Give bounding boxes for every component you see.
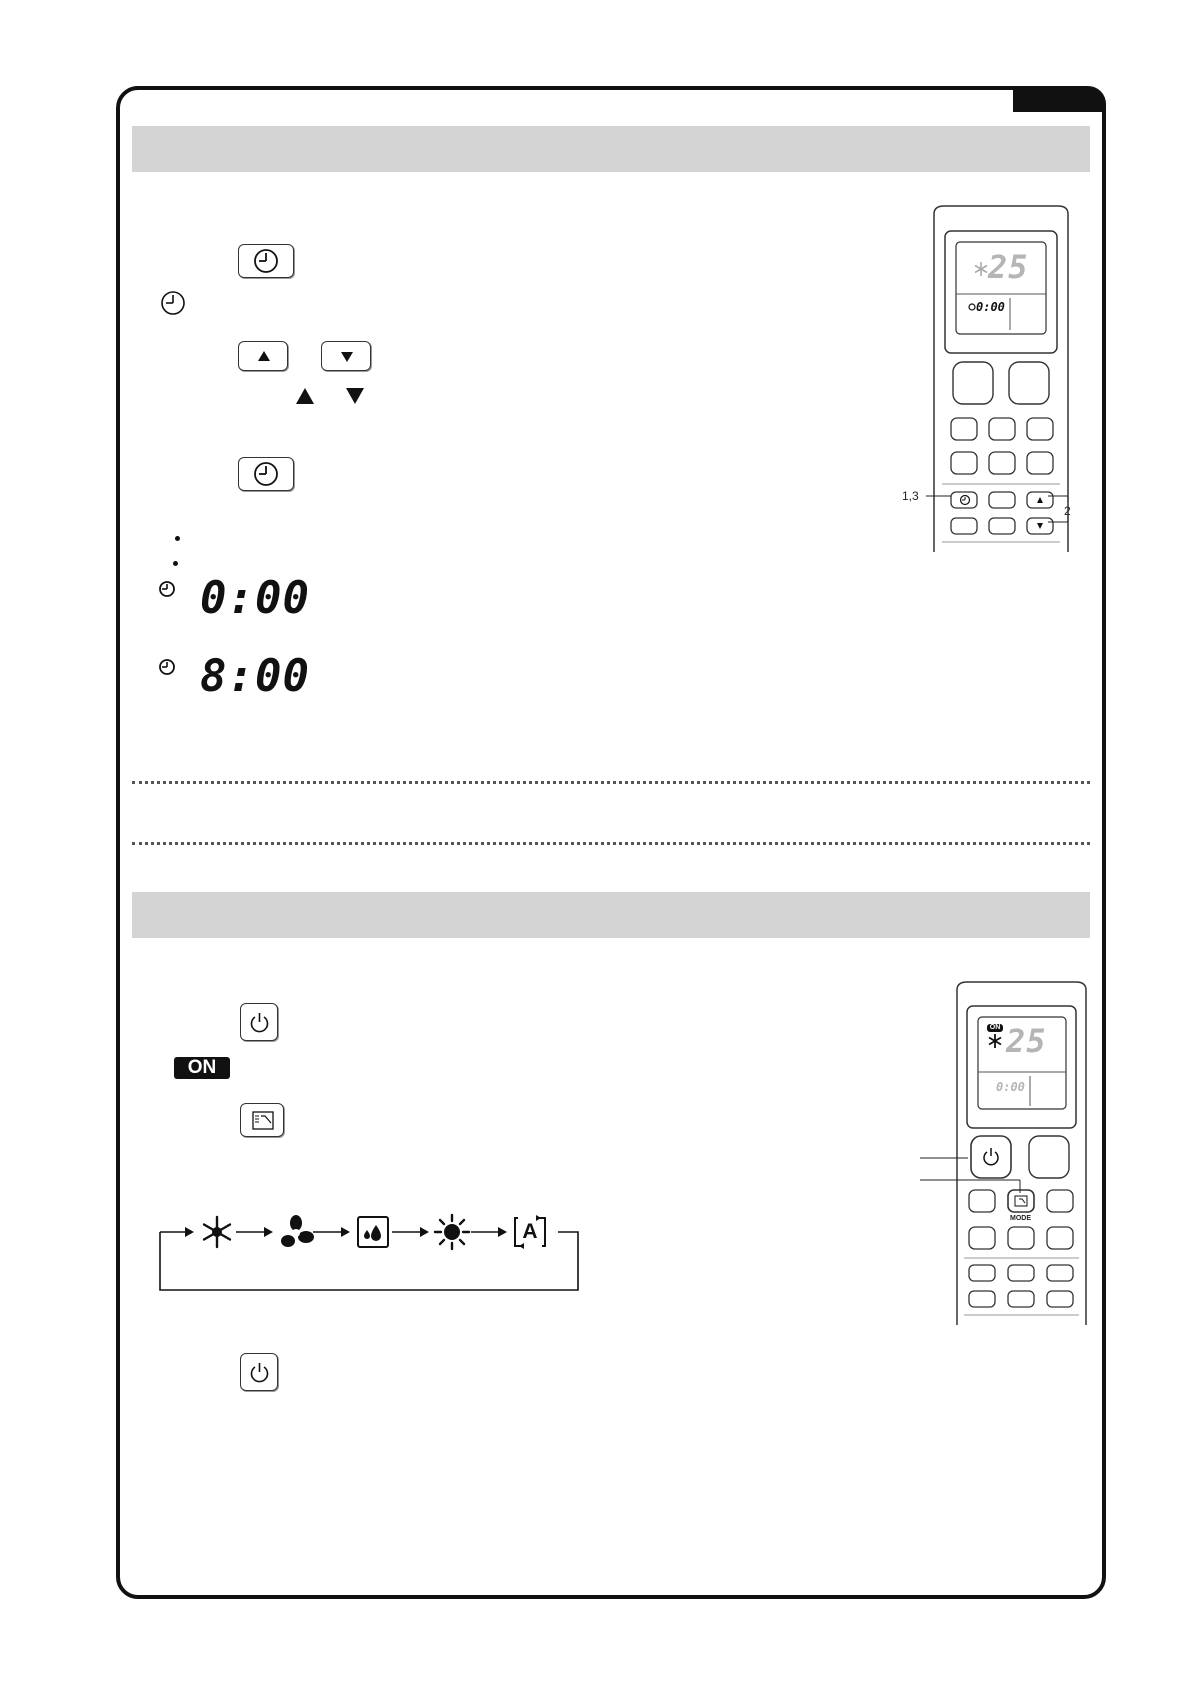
auto-mode-letter: A xyxy=(522,1220,538,1243)
power-button-step3 xyxy=(240,1353,278,1391)
page-corner-tab xyxy=(1013,86,1106,112)
callout-lines xyxy=(926,490,1076,534)
section-header-band-operation xyxy=(132,892,1090,938)
bullet xyxy=(175,536,180,541)
clock-icon xyxy=(158,580,176,598)
callout-lines xyxy=(920,1150,1040,1214)
clock-readout-eight: 8:00 xyxy=(200,651,310,702)
snowflake-icon xyxy=(200,1215,234,1249)
snowflake-icon xyxy=(974,262,988,276)
clock-icon xyxy=(239,458,295,492)
sun-heat-icon xyxy=(434,1214,470,1250)
remote-on-indicator: ON xyxy=(987,1024,1003,1032)
up-button-step2 xyxy=(238,341,288,371)
section-header-band-clock xyxy=(132,126,1090,172)
clock-readout-zero: 0:00 xyxy=(200,573,310,624)
clock-icon xyxy=(239,245,295,279)
down-button-step2 xyxy=(321,341,371,371)
clock-icon xyxy=(968,303,976,311)
remote-clock: 0:00 xyxy=(976,300,1005,314)
remote-clock: 0:00 xyxy=(996,1080,1025,1094)
mode-button-step2 xyxy=(240,1103,284,1137)
dry-drop-icon xyxy=(356,1215,390,1249)
mode-icon xyxy=(241,1104,285,1138)
remote-temperature: 25 xyxy=(1006,1022,1047,1060)
auto-a-icon xyxy=(512,1214,548,1250)
triangle-down-icon xyxy=(345,387,365,405)
timer-button-step1 xyxy=(238,244,294,278)
triangle-up-icon xyxy=(239,342,289,372)
dotted-separator xyxy=(132,842,1090,845)
on-indicator-badge: ON xyxy=(174,1057,230,1079)
bullet xyxy=(173,561,178,566)
remote-mode-label: MODE xyxy=(1010,1215,1031,1222)
triangle-up-icon xyxy=(295,387,315,405)
power-button-step1 xyxy=(240,1003,278,1041)
clock-icon xyxy=(158,658,176,676)
callout-label-timer: 1,3 xyxy=(902,489,919,503)
triangle-down-icon xyxy=(322,342,372,372)
dotted-separator xyxy=(132,781,1090,784)
callout-label-arrows: 2 xyxy=(1064,504,1071,518)
power-icon xyxy=(241,1004,279,1042)
clock-icon xyxy=(160,290,186,316)
fan-icon xyxy=(278,1215,314,1251)
snowflake-icon xyxy=(988,1034,1002,1048)
timer-button-step3 xyxy=(238,457,294,491)
remote-temperature: 25 xyxy=(988,248,1029,286)
power-icon xyxy=(241,1354,279,1392)
